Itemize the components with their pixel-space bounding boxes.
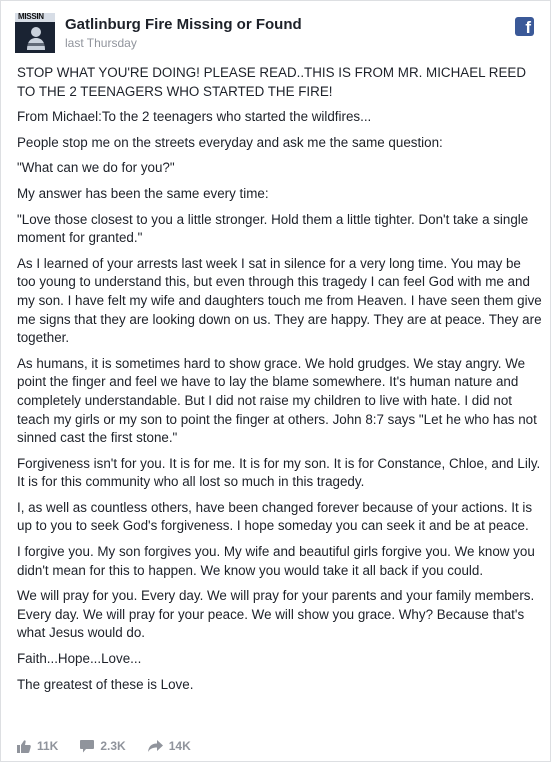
post-paragraph: The greatest of these is Love. — [17, 676, 194, 692]
comment-icon — [80, 740, 94, 753]
post-paragraph: Forgiveness isn't for you. It is for me. It is for my son. It is for Constance, Chloe, and Lily. It is for this community who all lost so much in this tragedy. — [17, 455, 541, 490]
like-button[interactable] — [17, 739, 58, 753]
avatar-banner-text: MISSIN — [18, 13, 44, 21]
share-count: 14K — [168, 739, 191, 753]
share-arrow-icon — [148, 740, 163, 752]
post-paragraph: "Love those closest to you a little stronger. Hold them a little tighter. Don't take a single moment for granted." — [17, 211, 529, 246]
post-paragraph: We will pray for you. Every day. We will pray for your parents and your family members. Every day. We will pray for your peace. We will show you grace. Why? Because that's what Jesus would do. — [17, 588, 535, 641]
comment-count: 2.3K — [100, 739, 126, 753]
avatar-banner — [15, 13, 55, 22]
post-paragraph: As humans, it is sometimes hard to show grace. We hold grudges. We stay angry. We point the finger and feel we have to lay the blame somewhere. It's human nature and completely understandable. But I did not raise my children to live with hate. I did not teach my girls or my son to point the finger at others. John 8:7 says "Let he who has not sinned cast the first stone." — [17, 355, 537, 446]
post-paragraph: People stop me on the streets everyday and ask me the same question: — [17, 134, 443, 150]
comment-button[interactable] — [80, 739, 125, 753]
thumbs-up-icon — [17, 740, 31, 753]
post-paragraph: My answer has been the same every time: — [17, 185, 269, 201]
page-avatar[interactable] — [15, 13, 55, 53]
share-button[interactable] — [148, 739, 191, 753]
post-paragraph: From Michael:To the 2 teenagers who started the wildfires... — [17, 109, 372, 125]
post-actions-bar — [17, 737, 536, 755]
post-paragraph: I forgive you. My son forgives you. My wife and beautiful girls forgive you. We know you didn't mean for this to happen. We know you would take it all back if you could. — [17, 544, 535, 578]
post-timestamp[interactable]: last Thursday — [65, 36, 137, 50]
post-paragraph: STOP WHAT YOU'RE DOING! PLEASE READ..THIS IS FROM MR. MICHAEL REED TO THE 2 TEENAGERS WHO STARTED THE FIRE! — [17, 65, 527, 99]
post-body — [17, 64, 542, 701]
post-paragraph: "What can we do for you?" — [17, 160, 175, 176]
post-paragraph: Faith...Hope...Love... — [17, 651, 142, 667]
post-paragraph: I, as well as countless others, have been changed forever because of your actions. It is up to you to seek God's forgiveness. I hope someday you can seek it and be at peace. — [17, 499, 533, 534]
like-count: 11K — [37, 739, 59, 753]
post-header — [15, 13, 536, 53]
facebook-icon[interactable]: f — [515, 17, 534, 36]
person-silhouette-icon — [25, 26, 47, 50]
page-name-link[interactable]: Gatlinburg Fire Missing or Found — [65, 16, 302, 33]
post-paragraph: As I learned of your arrests last week I sat in silence for a very long time. You may be too young to understand this, but even through this tragedy I can feel God with me and my son. I have felt my wife and daughters touch me from Heaven. I have seen them give me signs that they are looking down on us. They are happy. They are at peace. They are together. — [17, 255, 542, 346]
